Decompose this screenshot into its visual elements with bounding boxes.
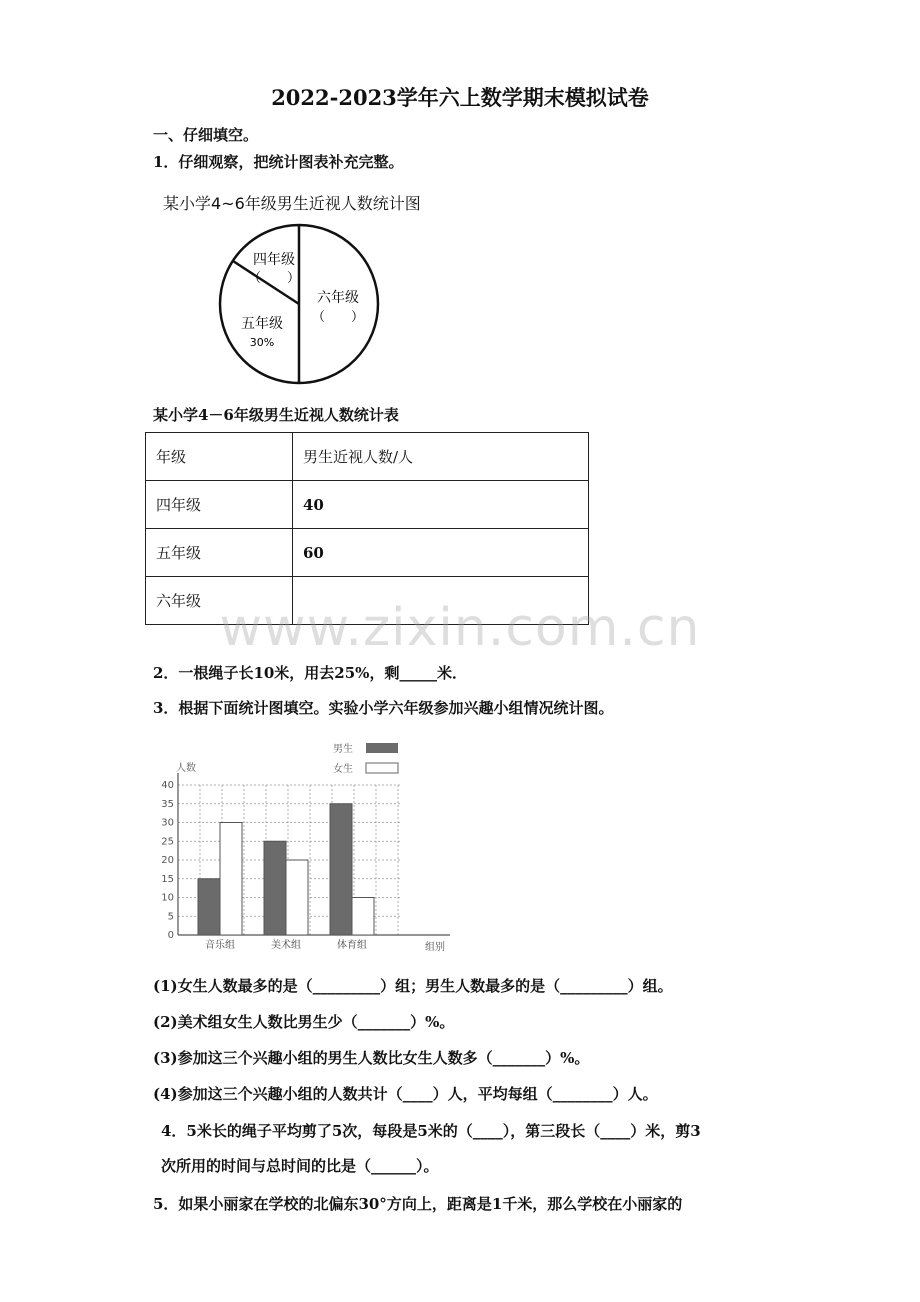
pie-value-grade4: （ ） [247,271,301,286]
bar-girls [286,860,308,935]
bars [198,804,374,935]
table-cell: 五年级 [146,529,293,577]
x-axis-label: 组别 [425,942,445,953]
pie-title: 某小学4~6年级男生近视人数统计图 [163,194,421,213]
question-3: 3．根据下面统计图填空。实验小学六年级参加兴趣小组情况统计图。 [153,699,614,717]
legend-swatch-girls [366,763,398,773]
y-tick-label: 15 [161,873,174,885]
question-2: 2．一根绳子长10米，用去25%，剩_____米． [153,664,467,682]
section-heading: 一、仔细填空。 [153,126,259,144]
bar-girls [352,898,374,936]
table-cell: 60 [293,529,589,577]
y-tick-label: 10 [161,892,174,904]
table-title: 某小学4－6年级男生近视人数统计表 [153,406,399,424]
question-3-2: (2)美术组女生人数比男生少（_______）%。 [153,1013,455,1031]
y-axis-label: 人数 [176,763,196,774]
question-1: 1．仔细观察，把统计图表补充完整。 [153,153,404,171]
bar-boys [264,841,286,935]
question-3-3: (3)参加这三个兴趣小组的男生人数比女生人数多（_______）%。 [153,1049,590,1067]
legend-label-girls: 女生 [333,764,353,775]
table-cell: 四年级 [146,481,293,529]
pie-value-grade6: （ ） [311,310,365,325]
table-row [146,481,589,529]
table-header-row [146,433,589,481]
question-3-4: (4)参加这三个兴趣小组的人数共计（____）人，平均每组（________）人。 [153,1085,658,1103]
category-labels [205,938,367,951]
pie-value-grade5: 30% [249,336,275,349]
pie-chart [210,220,390,390]
pie-label-grade4: 四年级 [253,252,295,268]
table-header-cell: 年级 [146,433,293,481]
y-tick-label: 20 [161,855,174,866]
y-tick-label: 0 [167,930,174,941]
question-4-line-2: 次所用的时间与总时间的比是（______）。 [161,1157,439,1175]
page-title: 2022-2023学年六上数学期末模拟试卷 [271,85,649,110]
table-cell: 40 [293,481,589,529]
y-tick-label: 40 [161,780,174,791]
y-tick-label: 30 [161,817,174,829]
y-tick-labels [161,780,174,941]
stats-table [145,432,589,625]
pie-label-grade5: 五年级 [241,316,283,332]
legend-label-boys: 男生 [333,744,353,755]
bar-girls [220,823,242,936]
pie-label-grade6: 六年级 [317,290,359,306]
question-5: 5．如果小丽家在学校的北偏东30°方向上，距离是1千米，那么学校在小丽家的 [153,1195,683,1213]
bar-chart [150,737,460,957]
y-tick-label: 35 [161,798,174,810]
category-label: 体育组 [337,940,367,951]
question-3-1: (1)女生人数最多的是（_________）组；男生人数最多的是（_________）组。 [153,977,673,995]
watermark: www.zixin.com.cn [219,598,701,658]
y-tick-label: 25 [161,836,174,848]
y-tick-label: 5 [167,911,174,923]
category-label: 音乐组 [205,940,235,951]
bar-boys [330,804,352,935]
table-cell: 六年级 [146,577,293,625]
table-header-cell: 男生近视人数/人 [293,433,589,481]
category-label: 美术组 [271,940,301,951]
bar-boys [198,879,220,935]
question-4-line-1: 4．5米长的绳子平均剪了5次，每段是5米的（____），第三段长（____）米，剪3 [161,1122,701,1140]
table-row [146,529,589,577]
legend-swatch-boys [366,743,398,753]
